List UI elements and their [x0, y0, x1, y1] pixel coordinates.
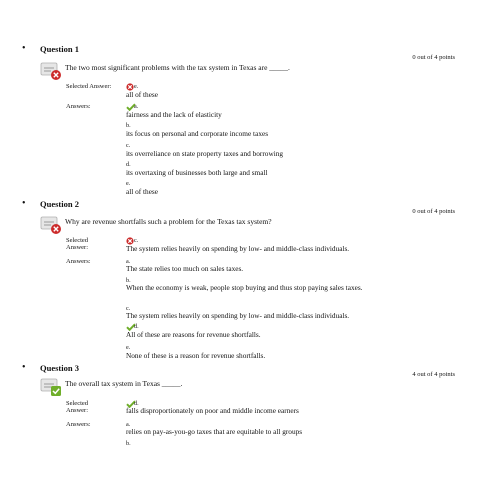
option-letter: a. [134, 103, 139, 110]
correct-question-icon [40, 378, 62, 397]
option-letter: b. [126, 440, 131, 447]
answer-label: Answer: [66, 244, 89, 251]
incorrect-question-icon [40, 216, 62, 235]
option-text: its overreliance on state property taxes and borrowing [126, 149, 284, 158]
option-letter: c. [126, 305, 131, 312]
option-text: None of these is a reason for revenue shortfalls. [126, 351, 266, 360]
option-letter: d. [134, 400, 139, 407]
option-text: fairness and the lack of elasticity [126, 110, 222, 119]
selected-answer-text: all of these [126, 90, 159, 99]
option-letter: c. [134, 237, 139, 244]
option-text: its focus on personal and corporate income taxes [126, 129, 269, 138]
answers-label: Answers: [66, 421, 91, 428]
selected-answer-label: Selected Answer: [66, 83, 112, 90]
option-text: its overtaxing of businesses both large and small [126, 168, 268, 177]
option-letter: d. [126, 161, 131, 168]
bullet: • [22, 198, 26, 209]
points-label: 4 out of 4 points [412, 371, 455, 378]
bullet: • [22, 43, 26, 54]
question-title: Question 3 [40, 363, 79, 373]
option-letter: b. [126, 122, 131, 129]
selected-label: Selected [66, 237, 89, 244]
option-text: The system relies heavily on spending by low- and middle-class individuals. [126, 311, 350, 320]
answers-label: Answers: [66, 258, 91, 265]
points-label: 0 out of 4 points [412, 54, 455, 61]
option-letter: d. [134, 323, 139, 330]
option-letter: a. [126, 258, 131, 265]
option-text: The state relies too much on sales taxes. [126, 264, 244, 273]
option-letter: e. [126, 180, 131, 187]
answers-label: Answers: [66, 103, 91, 110]
question-text: The two most significant problems with the tax system in Texas are _____. [65, 63, 290, 72]
option-text: relies on pay-as-you-go taxes that are equitable to all groups [126, 427, 303, 436]
selected-label: Selected [66, 400, 89, 407]
question-title: Question 1 [40, 44, 79, 54]
option-text: All of these are reasons for revenue shortfalls. [126, 330, 261, 339]
option-letter: b. [126, 277, 131, 284]
points-label: 0 out of 4 points [412, 208, 455, 215]
option-letter: c. [126, 142, 131, 149]
question-text: The overall tax system in Texas _____. [65, 379, 183, 388]
option-letter: e. [134, 83, 139, 90]
question-text: Why are revenue shortfalls such a problem for the Texas tax system? [65, 217, 272, 226]
bullet: • [22, 362, 26, 373]
option-text: When the economy is weak, people stop buying and thus stop paying sales taxes. [126, 283, 363, 292]
incorrect-question-icon [40, 62, 62, 81]
selected-answer-text: falls disproportionately on poor and middle income earners [126, 406, 299, 415]
option-letter: e. [126, 344, 131, 351]
answer-label: Answer: [66, 407, 89, 414]
selected-answer-text: The system relies heavily on spending by low- and middle-class individuals. [126, 244, 350, 253]
option-text: all of these [126, 187, 159, 196]
option-letter: a. [126, 421, 131, 428]
question-title: Question 2 [40, 199, 79, 209]
